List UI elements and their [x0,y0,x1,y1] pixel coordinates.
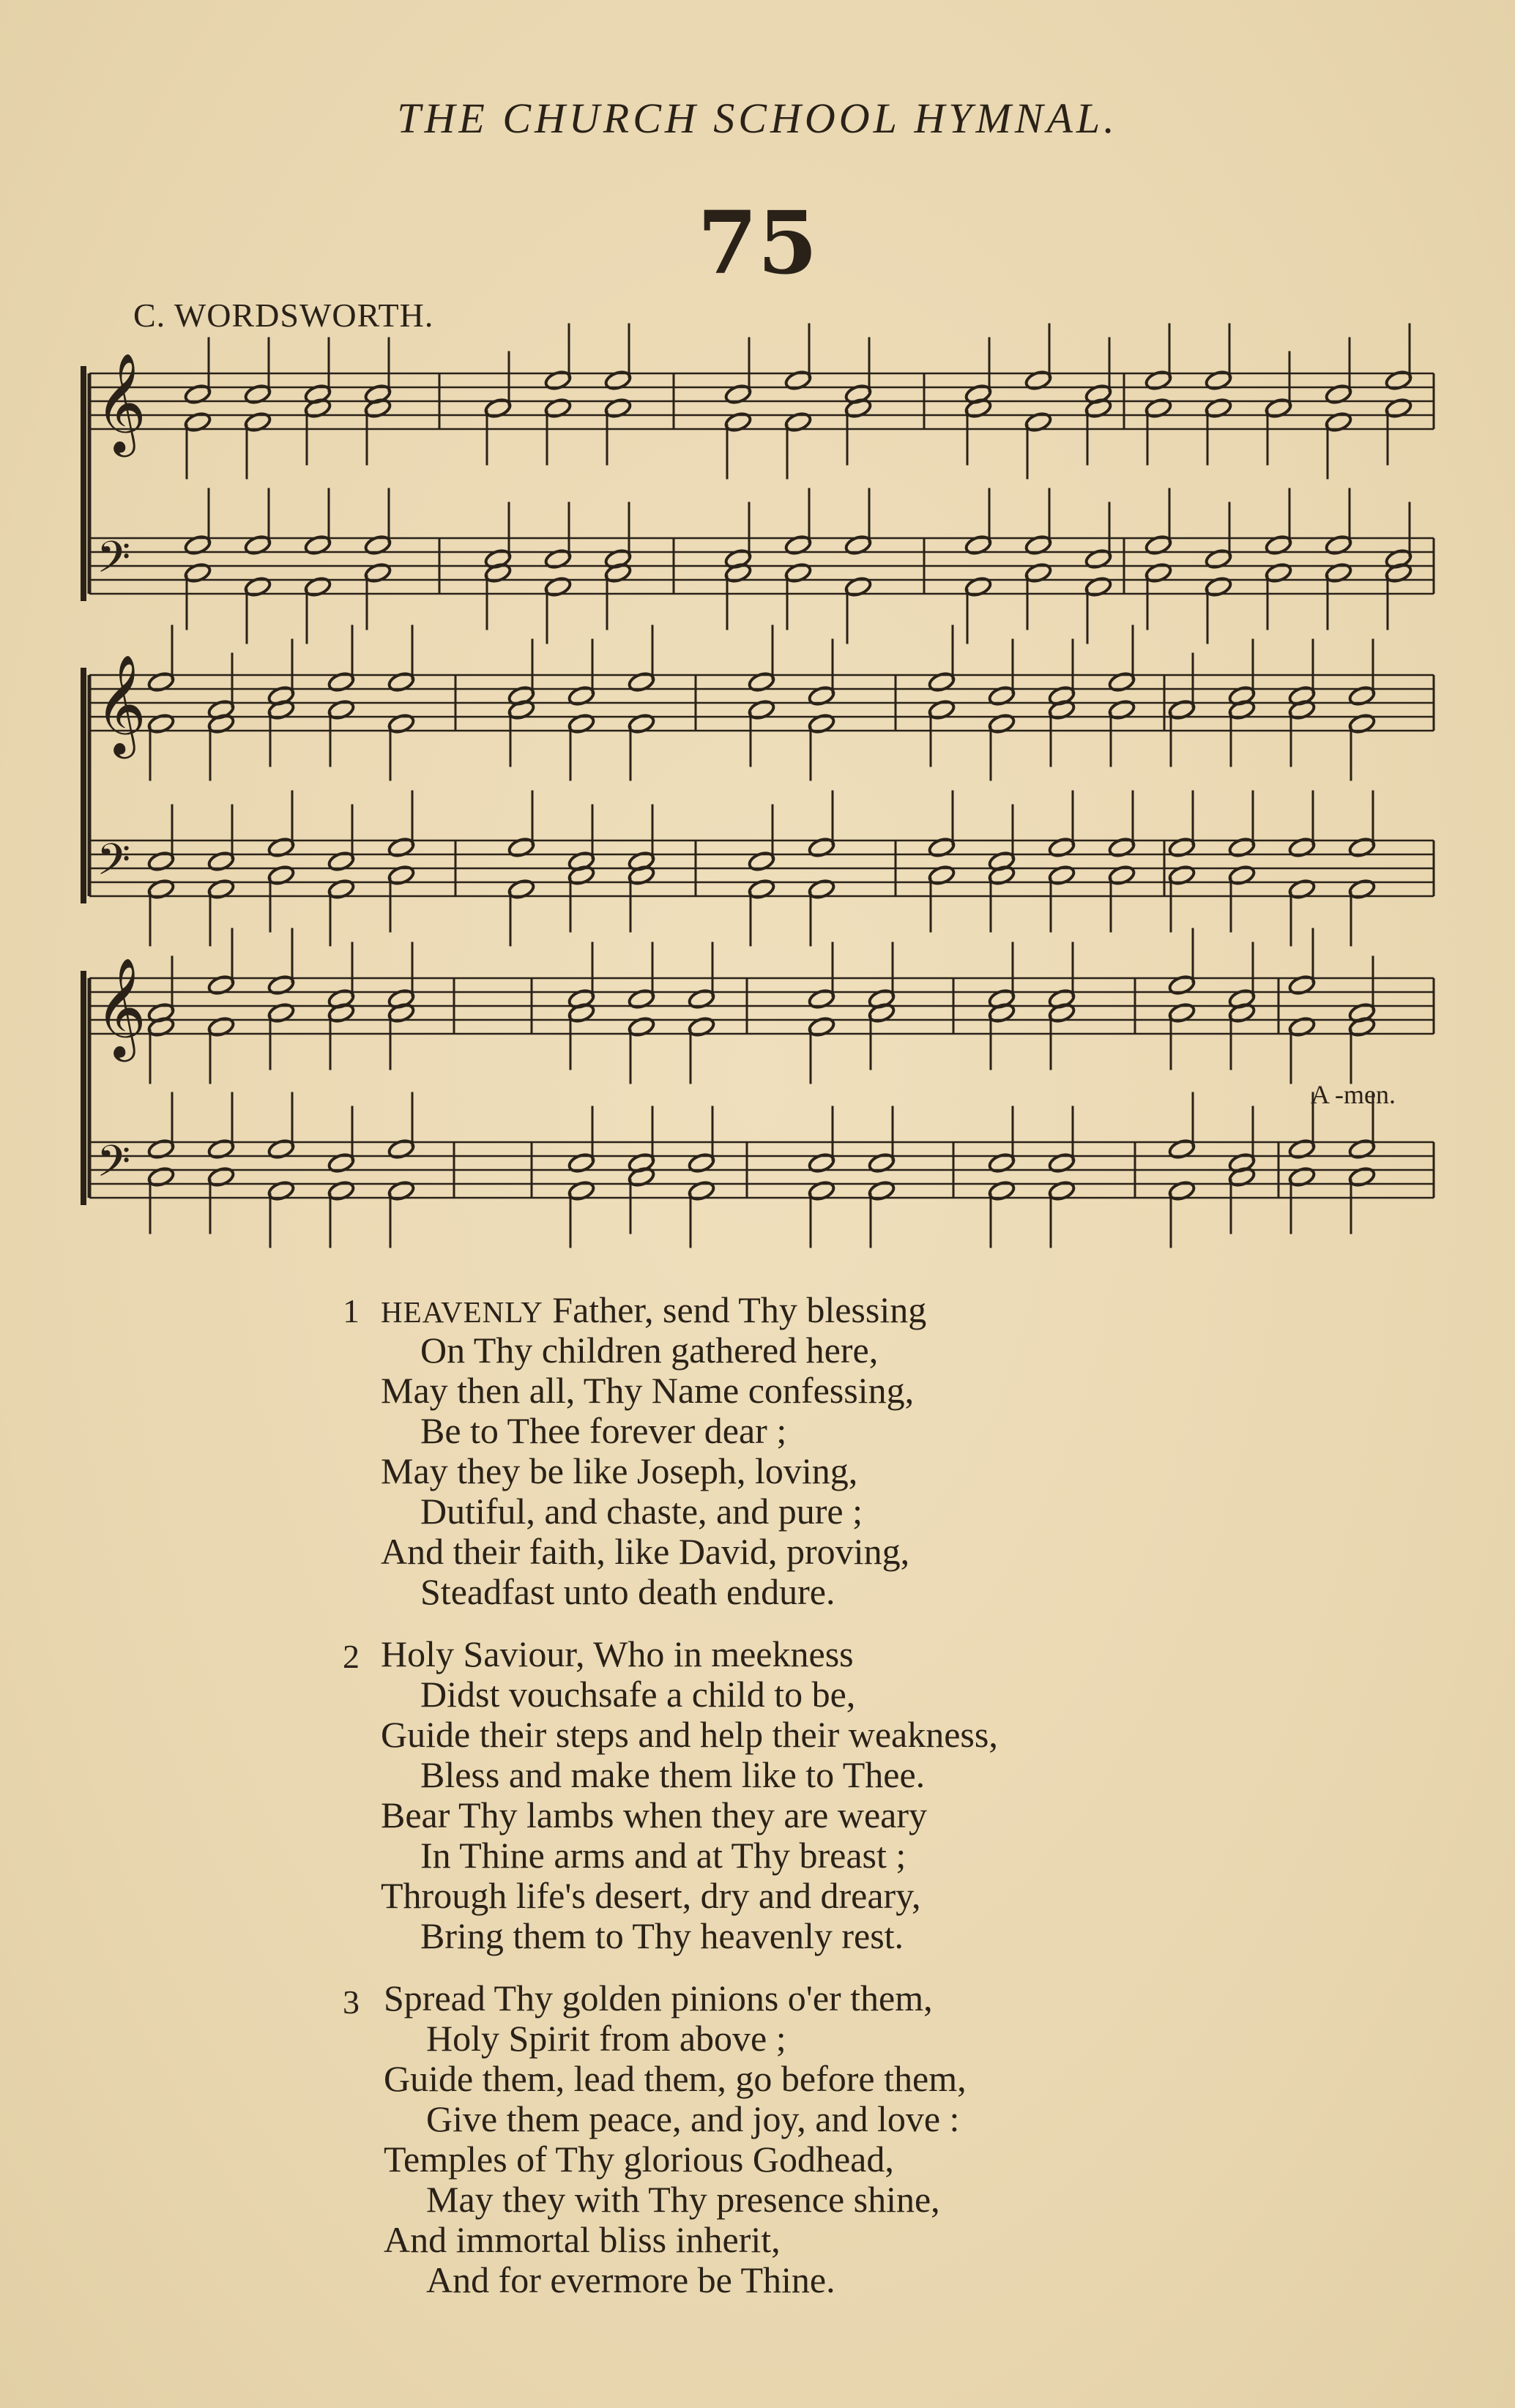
author-credit: C. WORDSWORTH. [133,297,434,334]
verse-line: And immortal bliss inherit, [384,2219,781,2260]
verse-line: Be to Thee forever dear ; [420,1410,787,1451]
bass-clef-icon: 𝄢 [97,834,131,895]
verse-line: Steadfast unto death endure. [420,1571,835,1612]
verse-line: May they be like Joseph, loving, [381,1450,858,1491]
verse-line: Holy Saviour, Who in meekness [381,1633,854,1674]
verse-line: Through life's desert, dry and dreary, [381,1875,921,1916]
verse-line: And their faith, like David, proving, [381,1531,910,1572]
running-title: THE CHURCH SCHOOL HYMNAL. [397,94,1118,142]
verse-line: On Thy children gathered here, [420,1330,879,1371]
treble-clef-icon: 𝄞 [95,653,146,754]
verse-line: And for evermore be Thine. [426,2259,835,2300]
verse-line: Holy Spirit from above ; [426,2018,786,2059]
verse-line: May they with Thy presence shine, [426,2179,940,2220]
verse-number: 3 [343,1983,360,2021]
verse-number: 1 [343,1292,360,1330]
verse-line: Bring them to Thy heavenly rest. [420,1915,904,1956]
verse-line [381,1291,926,1328]
treble-clef-icon: 𝄞 [95,351,146,452]
verse-line: Give them peace, and joy, and love : [426,2098,960,2139]
amen-label: A -men. [1311,1080,1396,1109]
verse-line: Dutiful, and chaste, and pure ; [420,1491,863,1532]
verse-line: In Thine arms and at Thy breast ; [420,1835,907,1876]
verse-line: Guide them, lead them, go before them, [384,2058,967,2099]
verse-line: Spread Thy golden pinions o'er them, [384,1978,933,2019]
verse-line: Bear Thy lambs when they are weary [381,1794,928,1835]
verse-line-text: Father, send Thy blessing [543,1289,927,1330]
verse-line: May then all, Thy Name confessing, [381,1370,915,1411]
treble-clef-icon: 𝄞 [95,956,146,1057]
hymn-number: 75 [697,192,818,294]
bass-clef-icon: 𝄢 [97,1136,131,1197]
verse-first-word: HEAVENLY [381,1295,543,1329]
verse-number: 2 [343,1638,360,1675]
bass-clef-icon: 𝄢 [97,532,131,593]
verse-line: Bless and make them like to Thee. [420,1754,926,1795]
verse-line: Guide their steps and help their weakness, [381,1714,998,1755]
verse-line: Temples of Thy glorious Godhead, [384,2139,894,2180]
verse-line: Didst vouchsafe a child to be, [420,1674,856,1715]
